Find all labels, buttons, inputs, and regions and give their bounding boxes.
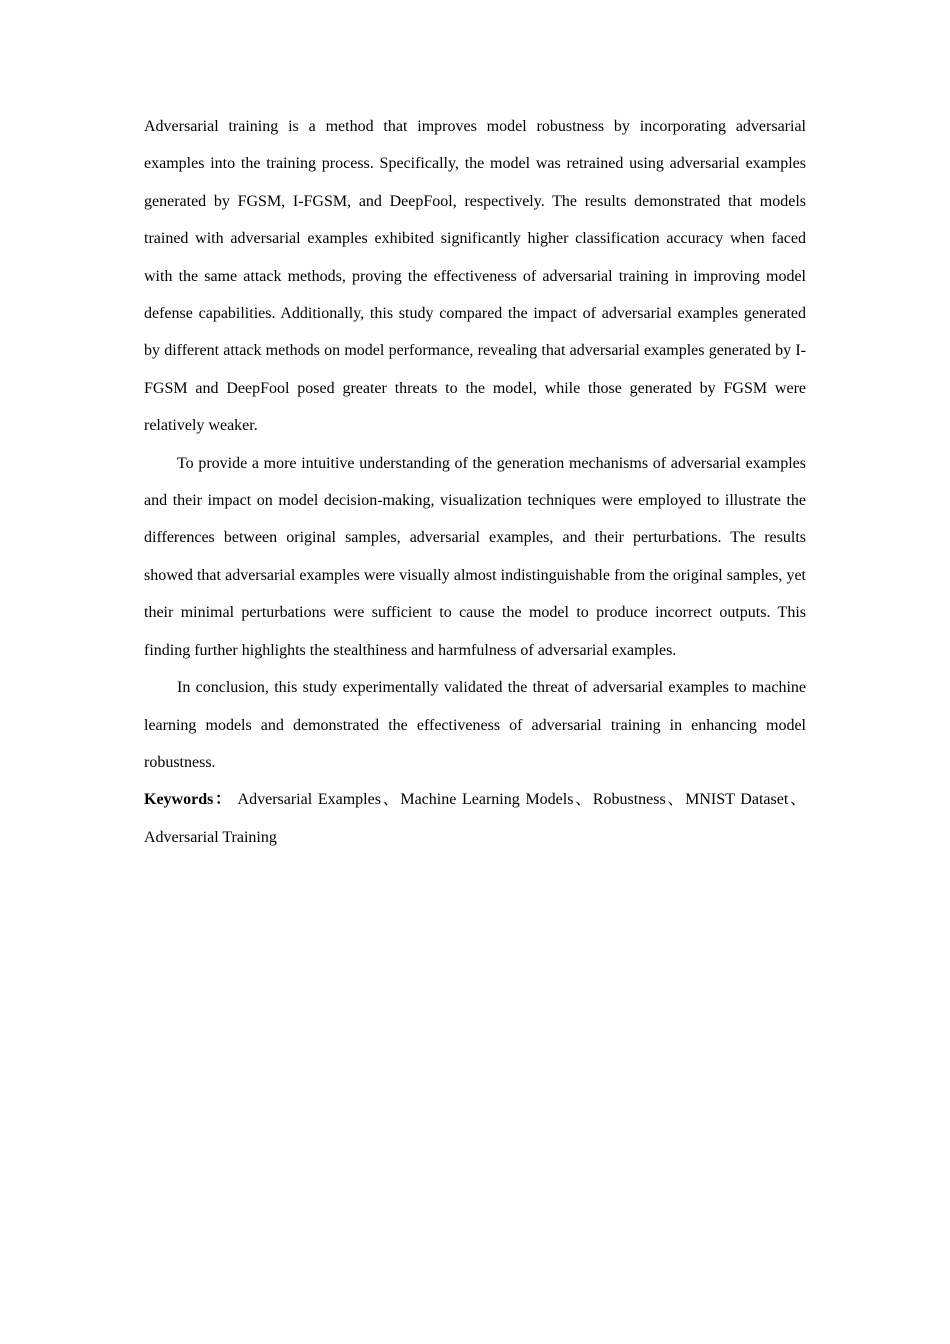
keywords-label: Keywords： bbox=[144, 791, 233, 809]
abstract-body bbox=[144, 108, 806, 856]
paragraph-visualization: To provide a more intuitive understanding of the generation mechanisms of adversarial examples and their impact on model decision-making, visualization techniques were employed to illustrate the differences between original samples, adversarial examples, and their perturbations. The results showed that adversarial examples were visually almost indistinguishable from the original samples, yet their minimal perturbations were sufficient to cause the model to produce incorrect outputs. This finding further highlights the stealthiness and harmfulness of adversarial examples. bbox=[144, 454, 806, 659]
keywords-text: Adversarial Examples、Machine Learning Models、Robustness、MNIST Dataset、Adversarial Training bbox=[144, 791, 806, 846]
paragraph-conclusion: In conclusion, this study experimentally validated the threat of adversarial examples to machine learning models and demonstrated the effectiveness of adversarial training in enhancing model robustness. bbox=[144, 679, 806, 771]
keywords-line bbox=[144, 781, 806, 856]
paragraph-adversarial-training: Adversarial training is a method that improves model robustness by incorporating adversarial examples into the training process. Specifically, the model was retrained using adversarial examples generated by FGSM, I-FGSM, and DeepFool, respectively. The results demonstrated that models trained with adversarial examples exhibited significantly higher classification accuracy when faced with the same attack methods, proving the effectiveness of adversarial training in improving model defense capabilities. Additionally, this study compared the impact of adversarial examples generated by different attack methods on model performance, revealing that adversarial examples generated by I-FGSM and DeepFool posed greater threats to the model, while those generated by FGSM were relatively weaker. bbox=[144, 118, 806, 435]
